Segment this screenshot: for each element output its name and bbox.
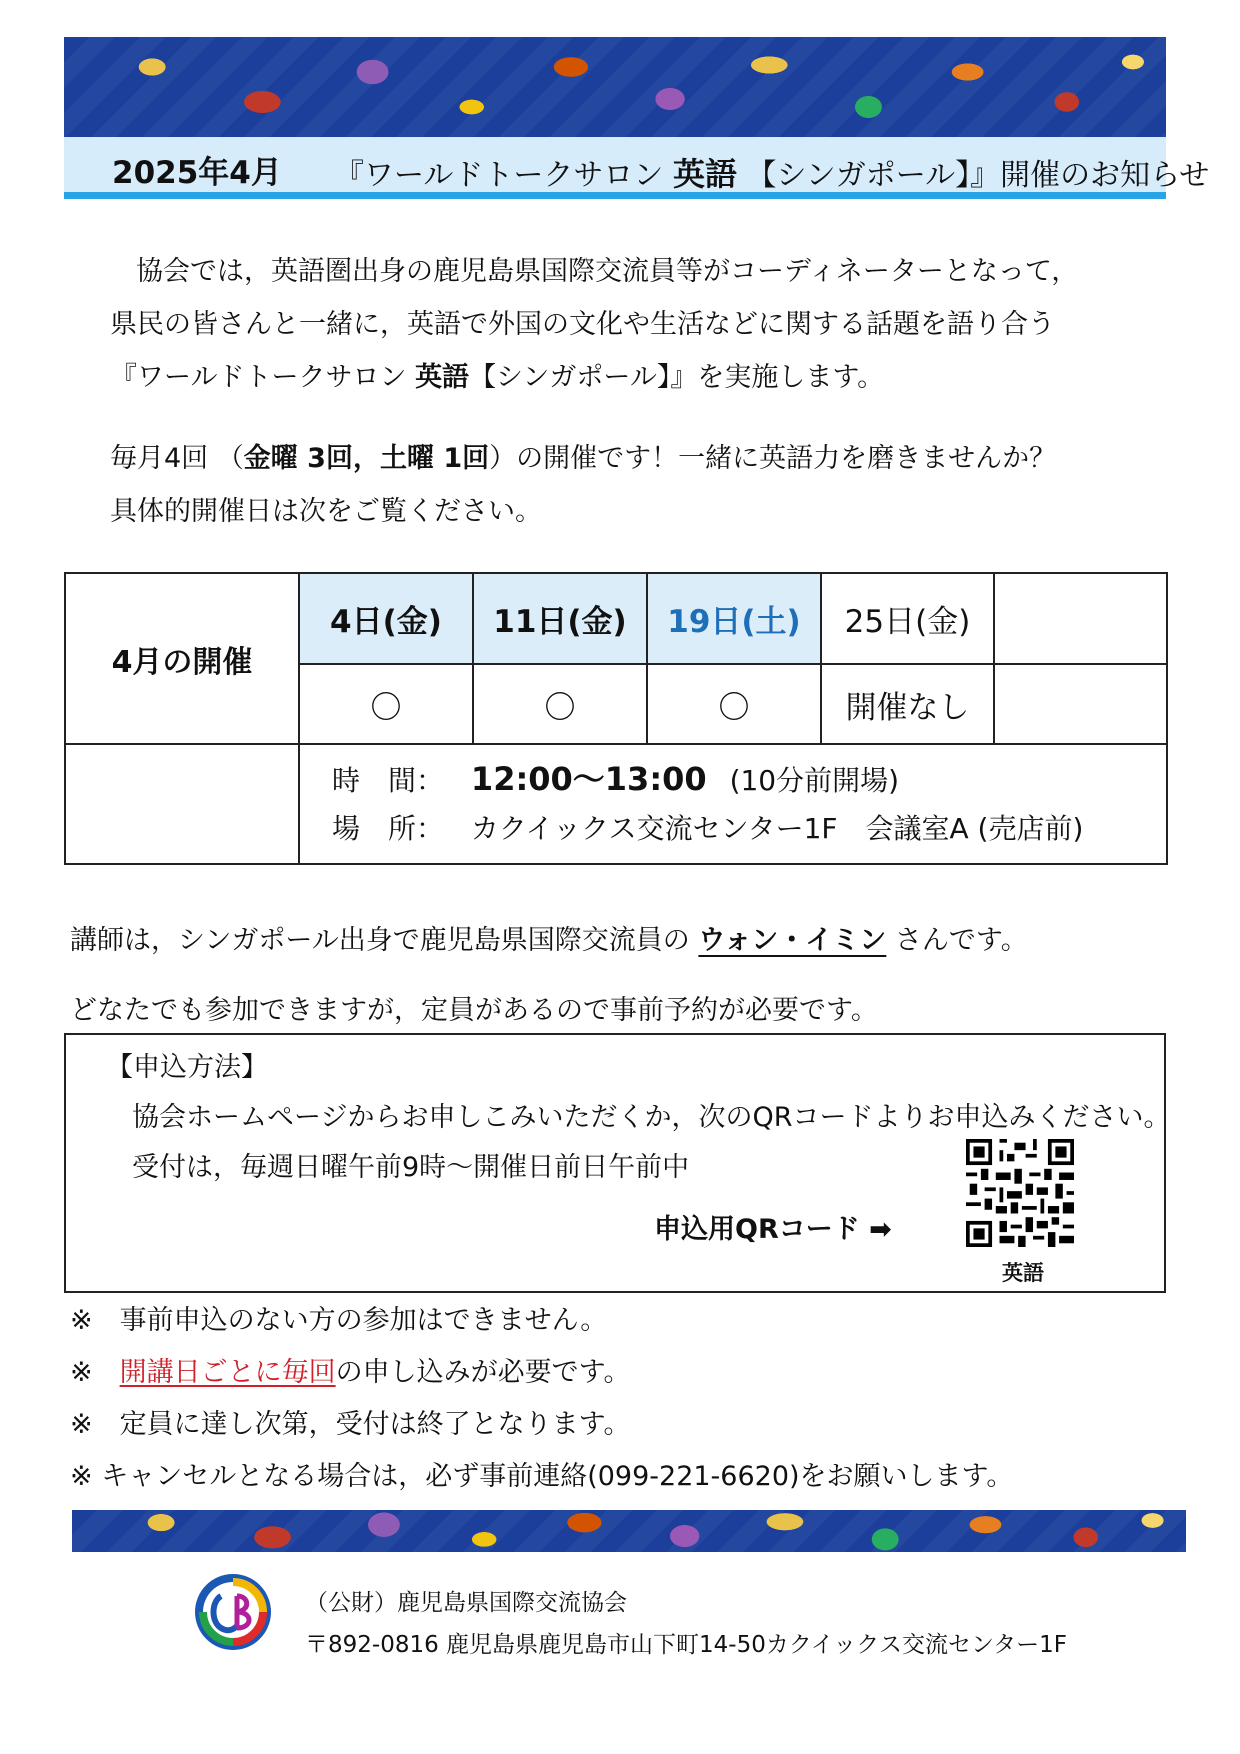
date-cell: 25日(金) — [821, 573, 994, 664]
note-2-emphasis: 開講日ごとに毎回 — [119, 1357, 336, 1388]
apply-line-1: 協会ホームページからお申しこみいただくか，次のQRコードよりお申込みください。 — [132, 1102, 1171, 1133]
footer-address: 〒892-0816 鹿児島県鹿児島市山下町14-50カクイックス交流センター1F — [305, 1632, 1067, 1658]
intro-line-3 — [110, 351, 1078, 404]
intro-line-3-suffix: 【シンガポール】』を実施します。 — [469, 362, 885, 393]
status-cell: 〇 — [473, 664, 647, 744]
footer-organization: （公財）鹿児島県国際交流協会 — [305, 1590, 627, 1616]
intro-line-3-prefix: 『ワールドトークサロン — [110, 362, 407, 393]
place-value: カクイックス交流センター1F 会議室A (売店前) — [470, 812, 1084, 845]
reservation-note: どなたでも参加できますが，定員があるので事前予約が必要です。 — [70, 995, 878, 1026]
title-prefix: 『ワールドトークサロン — [334, 158, 664, 193]
schedule-table — [64, 572, 1168, 865]
frequency-suffix: ）の開催です！一緒に英語力を磨きませんか？ — [489, 443, 1057, 474]
schedule-row-label: 4月の開催 — [65, 573, 299, 744]
time-note: (10分前開場) — [729, 764, 900, 797]
frequency-bold: 金曜 3回，土曜 1回 — [243, 443, 490, 474]
application-box — [64, 1033, 1171, 1293]
apply-line-2: 受付は，毎週日曜午前9時～開催日前日午前中 — [132, 1152, 690, 1183]
frequency-prefix: 毎月4回 （ — [110, 443, 244, 474]
time-value: 12:00～13:00 — [470, 760, 707, 798]
qr-caption: 英語 — [1002, 1261, 1044, 1285]
organization-logo-icon — [193, 1572, 273, 1652]
lecturer-name: ウォン・イミン — [698, 925, 887, 956]
note-2-mark: ※ — [70, 1357, 120, 1388]
frequency-line-1 — [110, 432, 1056, 485]
frequency-paragraph — [110, 432, 1056, 538]
title-language: 英語 — [672, 155, 737, 193]
schedule-label-continuation — [65, 744, 299, 864]
lecturer-line — [70, 918, 1028, 957]
status-cell-empty — [994, 664, 1167, 744]
note-2-rest: の申し込みが必要です。 — [335, 1357, 631, 1388]
apply-heading: 【申込方法】 — [106, 1052, 268, 1083]
date-cell-empty — [994, 573, 1167, 664]
title-year-month: 2025年4月 — [112, 155, 282, 191]
date-cell: 11日(金) — [473, 573, 647, 664]
frequency-line-2: 具体的開催日は次をご覧ください。 — [110, 496, 542, 527]
note-2 — [70, 1350, 630, 1389]
note-4: ※ キャンセルとなる場合は，必ず事前連絡(099-221-6620)をお願いします。 — [70, 1461, 1014, 1492]
lecturer-suffix: さんです。 — [894, 925, 1028, 956]
date-cell-saturday: 19日(土) — [647, 573, 821, 664]
intro-line-2: 県民の皆さんと一緒に，英語で外国の文化や生活などに関する話題を語り合う — [110, 309, 1055, 340]
intro-paragraph — [110, 245, 1078, 404]
note-3: ※ 定員に達し次第，受付は終了となります。 — [70, 1409, 631, 1440]
date-cell: 4日(金) — [299, 573, 473, 664]
intro-line-3-bold: 英語 — [415, 362, 470, 393]
intro-line-1: 協会では，英語圏出身の鹿児島県国際交流員等がコーディネーターとなって， — [136, 256, 1079, 287]
page-title — [334, 149, 1209, 195]
title-bar — [64, 137, 1210, 199]
time-label: 時 間： — [332, 764, 445, 797]
time-line — [332, 755, 1166, 805]
place-label: 場 所： — [332, 812, 445, 845]
lecturer-prefix: 講師は，シンガポール出身で鹿児島県国際交流員の — [70, 925, 690, 956]
status-cell: 〇 — [299, 664, 473, 744]
qr-label: 申込用QRコード ➡ — [654, 1214, 892, 1245]
bottom-decorative-banner — [72, 1510, 1186, 1552]
schedule-info-cell — [299, 744, 1167, 864]
title-suffix: 【シンガポール】』開催のお知らせ — [746, 158, 1210, 193]
top-decorative-banner — [64, 37, 1166, 137]
place-line — [332, 805, 1166, 853]
status-cell: 開催なし — [821, 664, 994, 744]
qr-code-icon[interactable] — [961, 1139, 1079, 1247]
note-1: ※ 事前申込のない方の参加はできません。 — [70, 1305, 608, 1336]
status-cell: 〇 — [647, 664, 821, 744]
